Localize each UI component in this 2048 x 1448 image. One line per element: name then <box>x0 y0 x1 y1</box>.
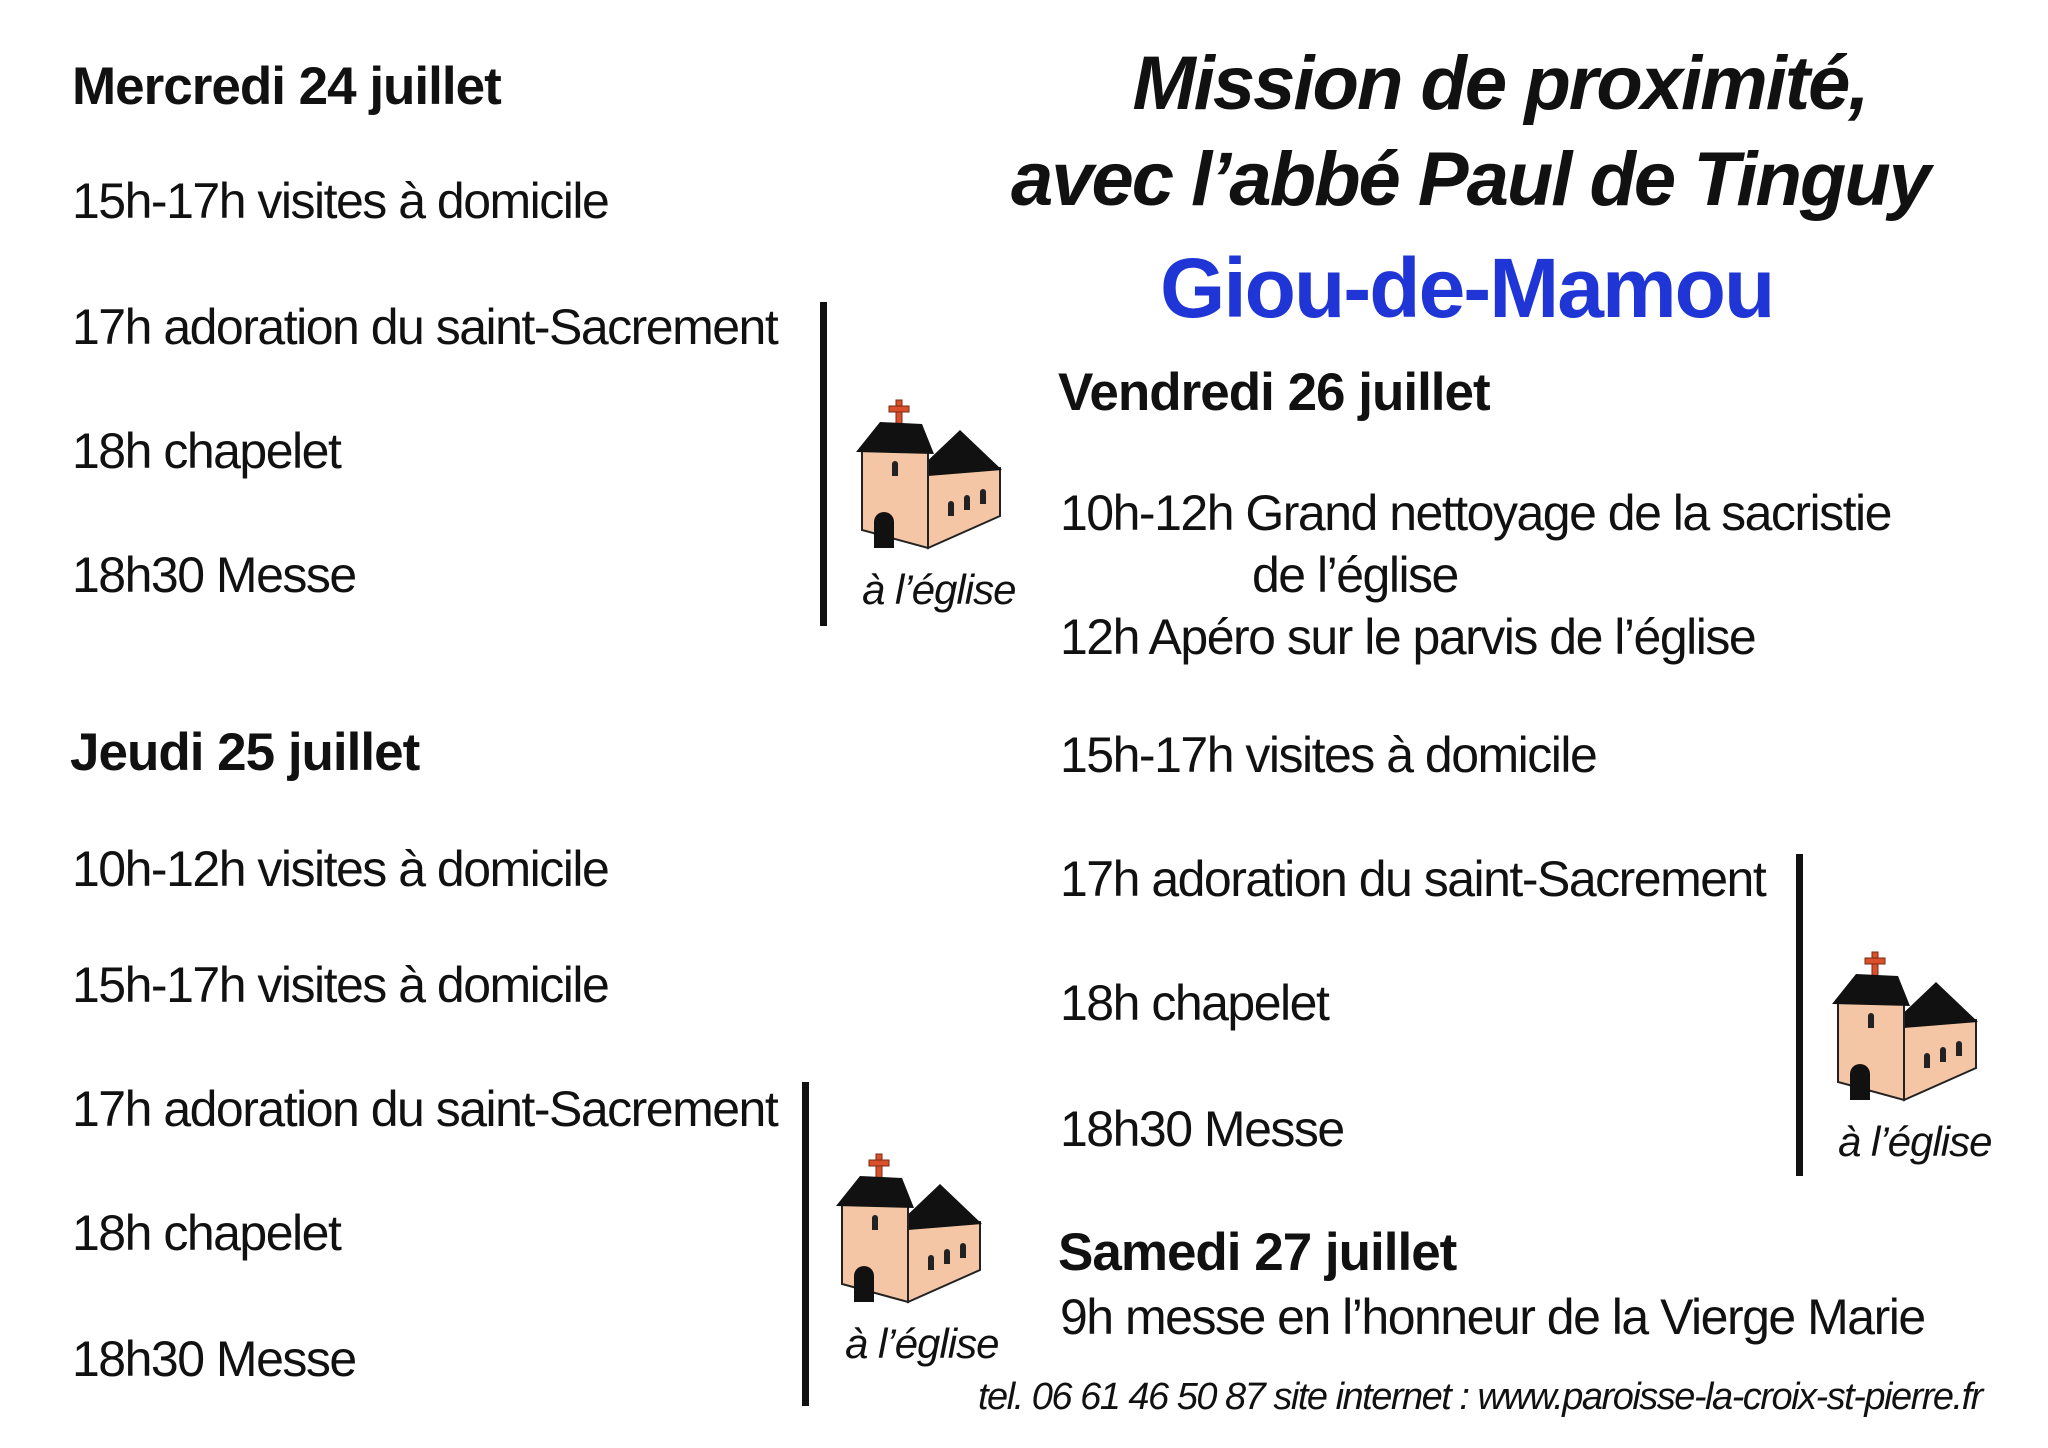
saturday-item-1: 9h messe en l’honneur de la Vierge Marie <box>1060 1289 1925 1345</box>
wednesday-item-1: 15h-17h visites à domicile <box>72 173 609 229</box>
day-heading-friday: Vendredi 26 juillet <box>1058 363 1490 422</box>
thursday-item-2: 15h-17h visites à domicile <box>72 957 609 1013</box>
place-name: Giou-de-Mamou <box>1160 241 1774 335</box>
friday-item-1: 10h-12h Grand nettoyage de la sacristie <box>1060 485 1891 541</box>
wednesday-item-2: 17h adoration du saint-Sacrement <box>72 299 778 355</box>
wednesday-bracket-line <box>820 302 827 626</box>
day-heading-saturday: Samedi 27 juillet <box>1058 1223 1457 1282</box>
thursday-bracket-line <box>802 1082 809 1406</box>
friday-location-label: à l’église <box>1838 1118 1992 1165</box>
thursday-item-5: 18h30 Messe <box>72 1331 356 1387</box>
title-line-1: Mission de proximité, <box>1132 41 1868 126</box>
thursday-item-4: 18h chapelet <box>72 1205 341 1261</box>
friday-bracket-line <box>1796 854 1803 1176</box>
friday-item-4: 17h adoration du saint-Sacrement <box>1060 851 1766 907</box>
wednesday-item-4: 18h30 Messe <box>72 547 356 603</box>
friday-item-5: 18h chapelet <box>1060 975 1329 1031</box>
day-heading-wednesday: Mercredi 24 juillet <box>72 57 501 116</box>
day-heading-thursday: Jeudi 25 juillet <box>70 723 420 782</box>
wednesday-item-3: 18h chapelet <box>72 423 341 479</box>
thursday-location-label: à l’église <box>845 1320 999 1367</box>
friday-item-2: 12h Apéro sur le parvis de l’église <box>1060 609 1756 665</box>
church-icon <box>830 1152 990 1312</box>
thursday-item-1: 10h-12h visites à domicile <box>72 841 609 897</box>
contact-footer: tel. 06 61 46 50 87 site internet : www.paroisse-la-croix-st-pierre.fr <box>978 1376 1982 1418</box>
friday-item-3: 15h-17h visites à domicile <box>1060 727 1597 783</box>
church-icon <box>850 398 1010 558</box>
friday-item-1-continued: de l’église <box>1252 547 1458 603</box>
title-line-2: avec l’abbé Paul de Tinguy <box>1010 137 1930 222</box>
wednesday-location-label: à l’église <box>862 566 1016 613</box>
friday-item-6: 18h30 Messe <box>1060 1101 1344 1157</box>
thursday-item-3: 17h adoration du saint-Sacrement <box>72 1081 778 1137</box>
church-icon <box>1826 950 1986 1110</box>
